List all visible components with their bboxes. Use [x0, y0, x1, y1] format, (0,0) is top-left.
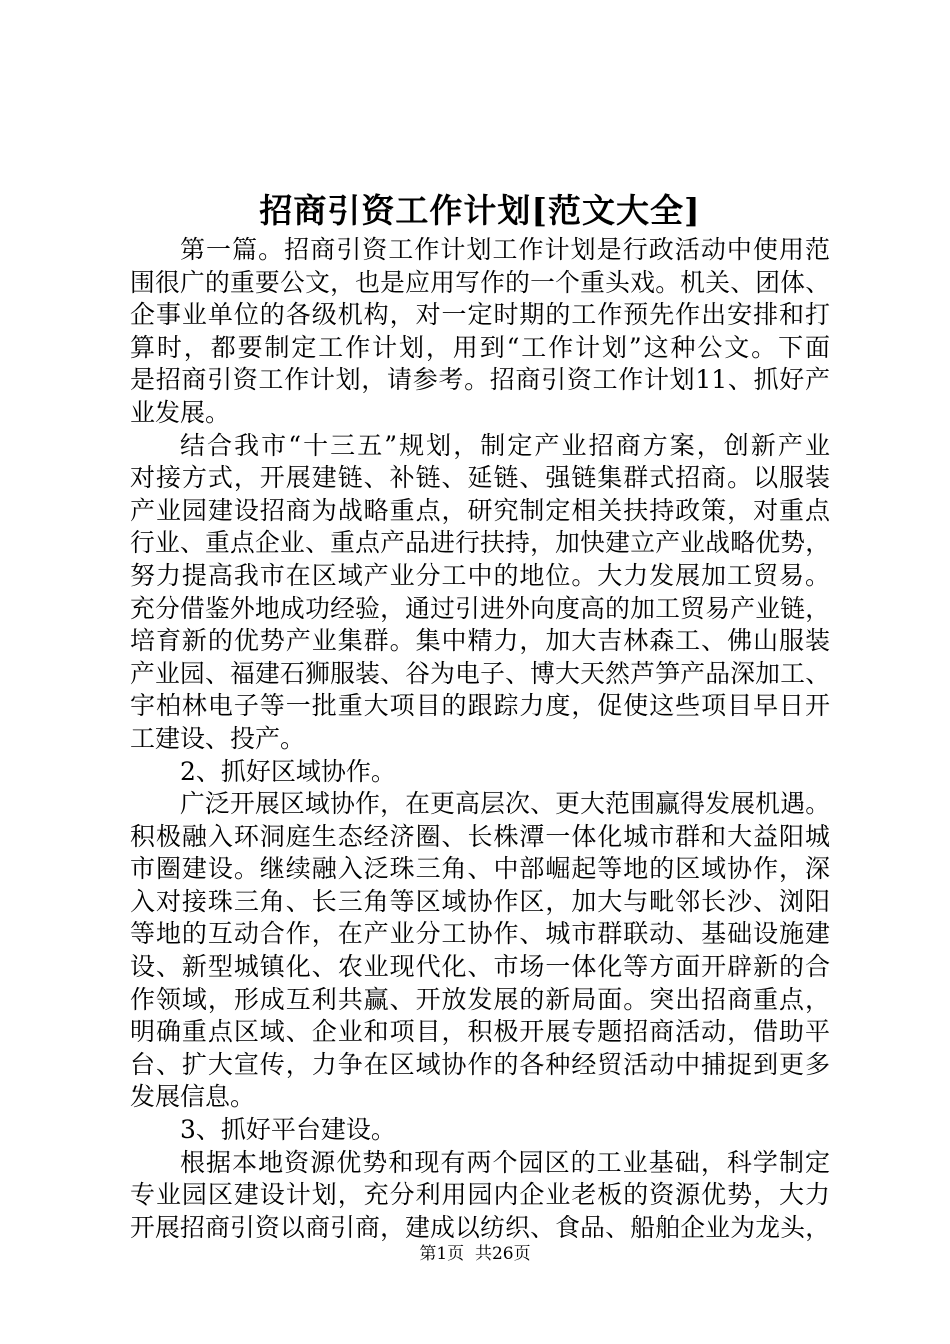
text-line: 入对接珠三角、长三角等区域协作区，加大与毗邻长沙、浏阳 [130, 886, 830, 916]
text-line: 市圈建设。继续融入泛珠三角、中部崛起等地的区域协作，深 [130, 854, 830, 884]
text-line: 作领域，形成互利共赢、开放发展的新局面。突出招商重点， [130, 984, 830, 1014]
text-line: 对接方式，开展建链、补链、延链、强链集群式招商。以服装 [130, 463, 830, 493]
text-line: 算时，都要制定工作计划，用到“工作计划”这种公文。下面 [130, 332, 830, 362]
text-line: 等地的互动合作，在产业分工协作、城市群联动、基础设施建 [130, 919, 830, 949]
text-line: 工建设、投产。 [130, 723, 306, 753]
text-line: 设、新型城镇化、农业现代化、市场一体化等方面开辟新的合 [130, 952, 830, 982]
text-line: 业发展。 [130, 397, 231, 427]
text-line: 努力提高我市在区域产业分工中的地位。大力发展加工贸易。 [130, 560, 830, 590]
text-line: 发展信息。 [130, 1082, 256, 1112]
text-line: 广泛开展区域协作，在更高层次、更大范围赢得发展机遇。 [180, 789, 830, 819]
text-line: 产业园建设招商为战略重点，研究制定相关扶持政策，对重点 [130, 495, 830, 525]
text-line: 充分借鉴外地成功经验，通过引进外向度高的加工贸易产业链， [130, 593, 830, 623]
text-line: 根据本地资源优势和现有两个园区的工业基础，科学制定 [180, 1147, 830, 1177]
text-line: 宇柏林电子等一批重大项目的跟踪力度，促使这些项目早日开 [130, 691, 830, 721]
text-line: 结合我市“十三五”规划，制定产业招商方案，创新产业 [180, 430, 830, 460]
text-line: 行业、重点企业、重点产品进行扶持，加快建立产业战略优势， [130, 528, 830, 558]
text-line: 产业园、福建石狮服装、谷为电子、博大天然芦笋产品深加工、 [130, 658, 830, 688]
text-line: 培育新的优势产业集群。集中精力，加大吉林森工、佛山服装 [130, 626, 830, 656]
page-footer: 第1页 共26页 [419, 1244, 531, 1264]
document-body [130, 234, 830, 1244]
text-line: 明确重点区域、企业和项目，积极开展专题招商活动，借助平 [130, 1017, 830, 1047]
text-line: 第一篇。招商引资工作计划工作计划是行政活动中使用范 [180, 235, 830, 264]
text-line: 2、抓好区域协作。 [180, 756, 396, 786]
text-line: 围很广的重要公文，也是应用写作的一个重头戏。机关、团体、 [130, 267, 830, 297]
text-line: 台、扩大宣传，力争在区域协作的各种经贸活动中捕捉到更多 [130, 1049, 830, 1079]
text-line: 企事业单位的各级机构，对一定时期的工作预先作出安排和打 [130, 300, 830, 330]
text-line: 积极融入环洞庭生态经济圈、长株潭一体化城市群和大益阳城 [130, 821, 830, 851]
text-line: 专业园区建设计划，充分利用园内企业老板的资源优势，大力 [130, 1180, 830, 1210]
text-line: 是招商引资工作计划，请参考。招商引资工作计划11、抓好产 [130, 365, 830, 395]
text-line: 3、抓好平台建设。 [180, 1115, 396, 1145]
document-title: 招商引资工作计划[范文大全] [259, 191, 701, 230]
text-line: 开展招商引资以商引商，建成以纺织、食品、船舶企业为龙头， [130, 1212, 830, 1242]
